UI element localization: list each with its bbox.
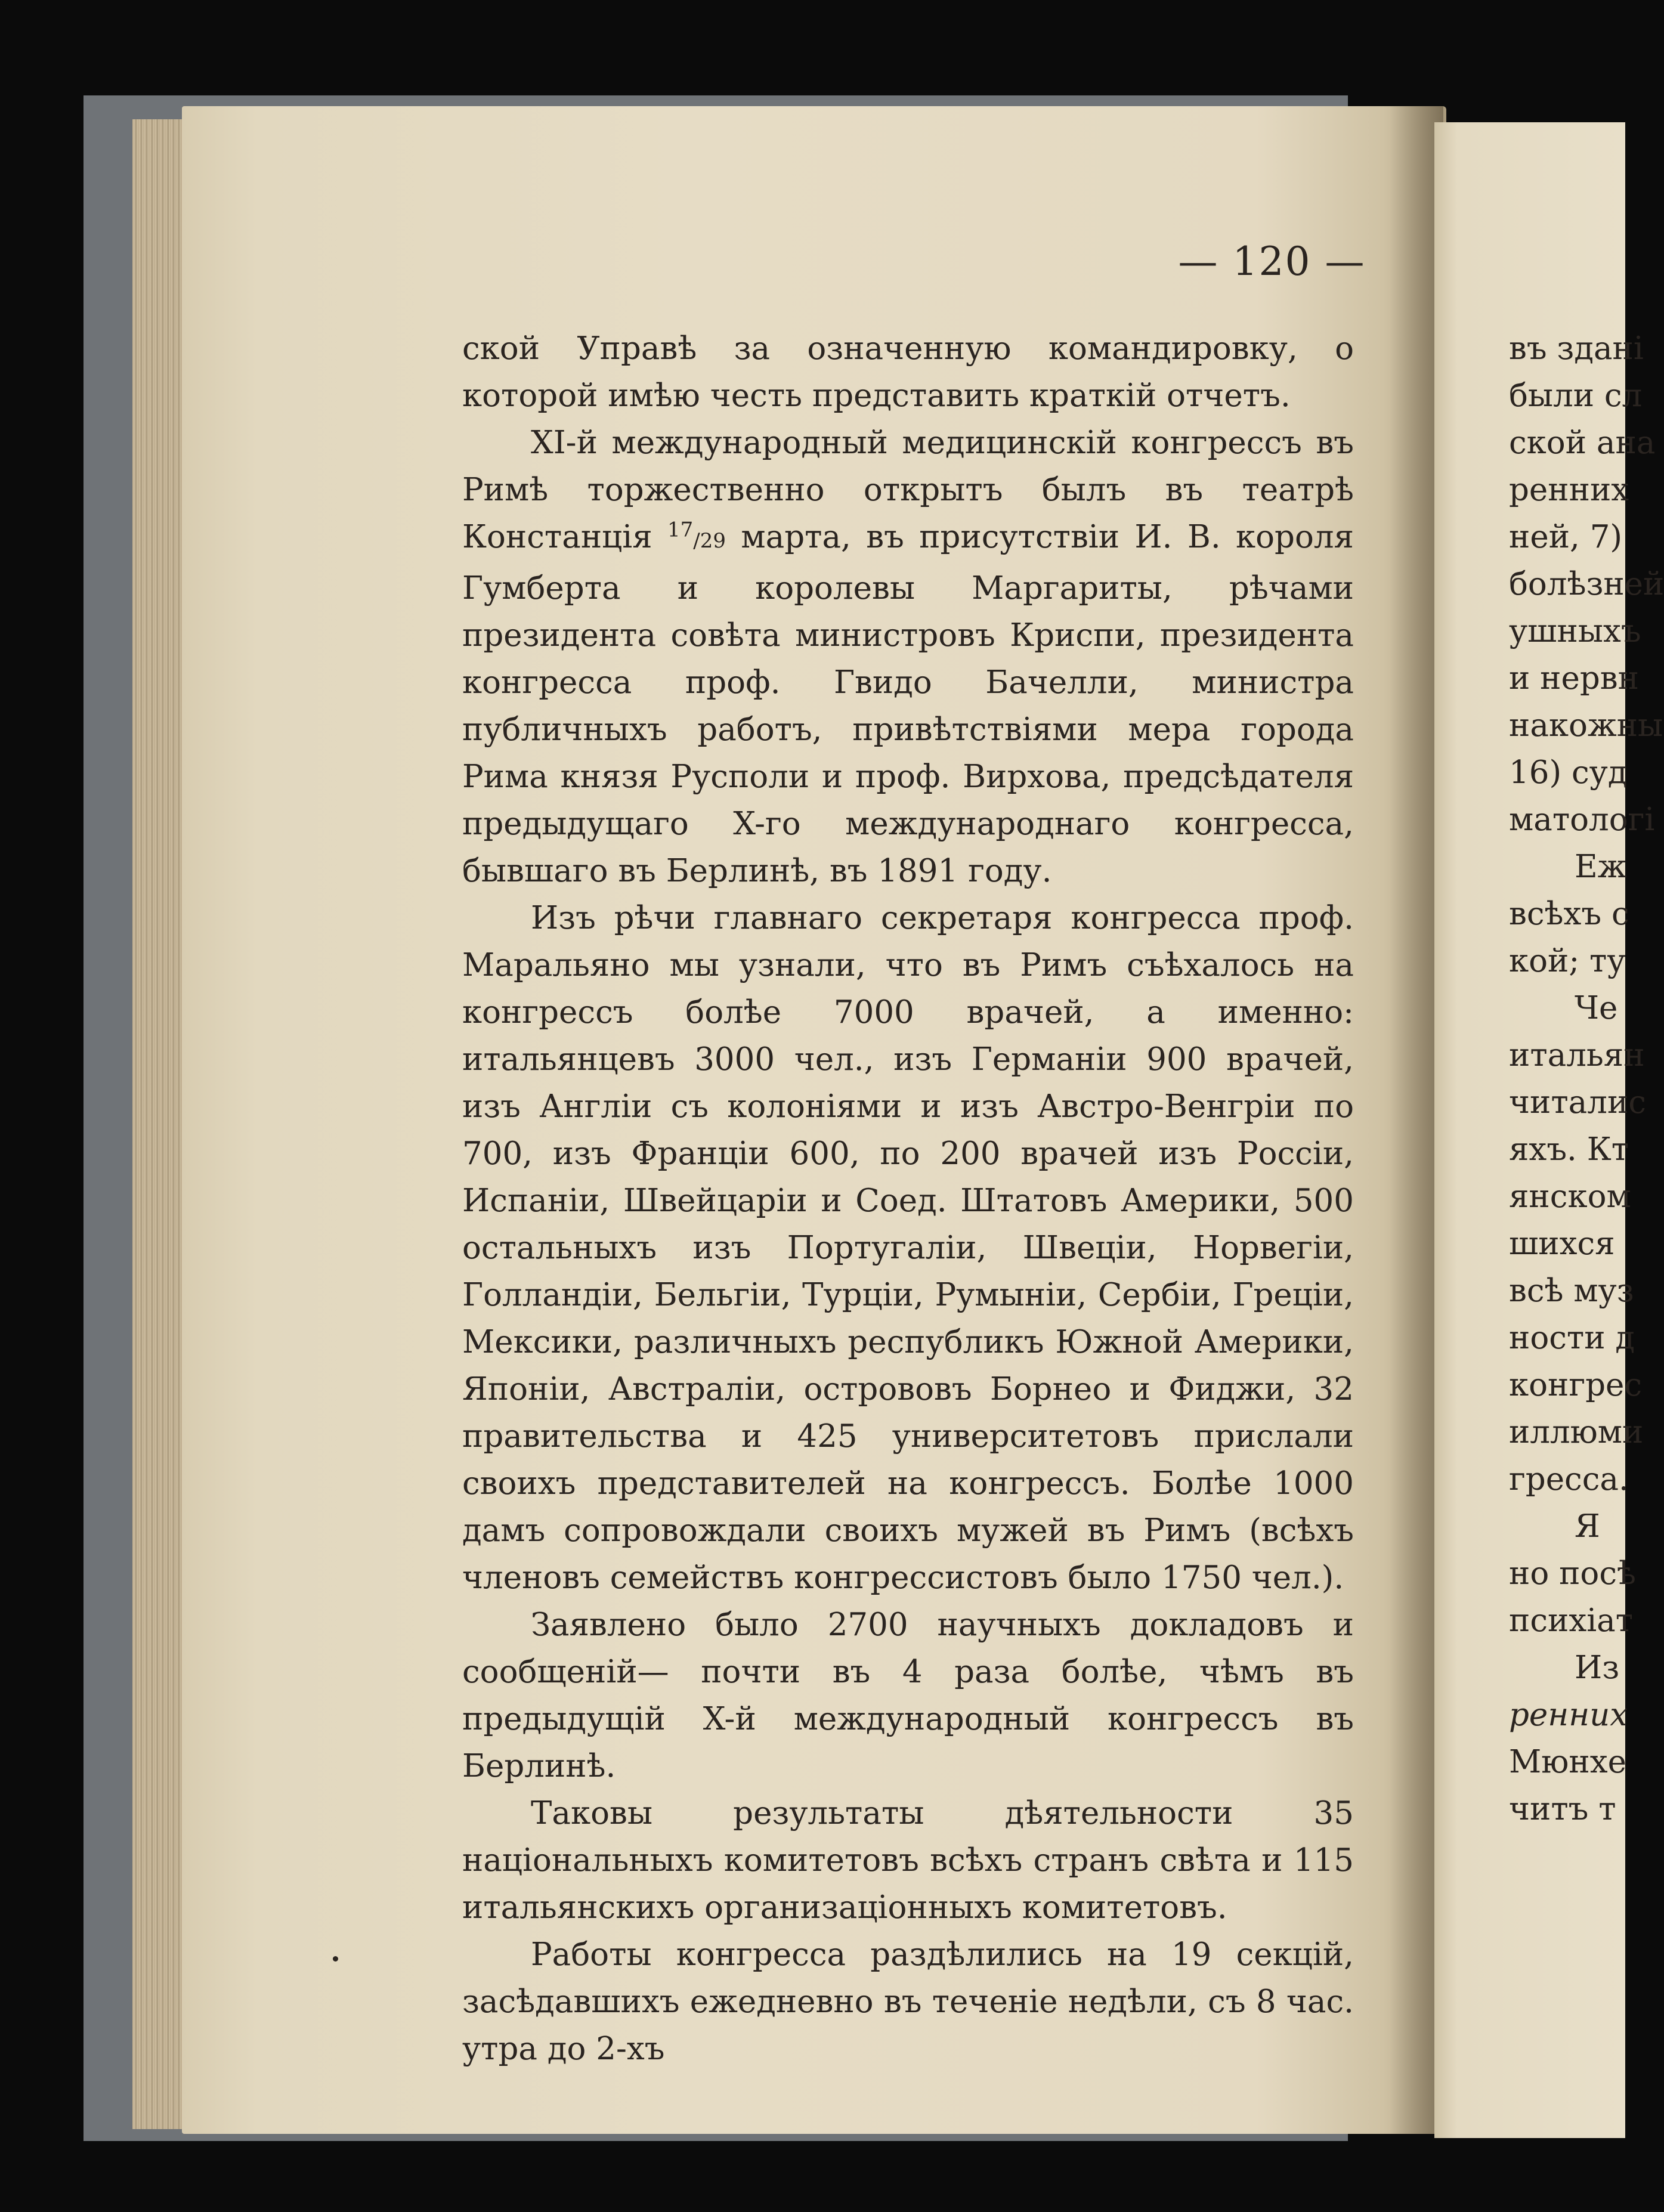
right-line: гресса.: [1509, 1461, 1629, 1498]
right-line: всѣ муз: [1509, 1273, 1634, 1309]
paragraph-4: Заявлено было 2700 научныхъ докладовъ и сообщеній— почти въ 4 раза болѣе, чѣмъ въ предыдущій X-й международный конгрессъ въ Берлинѣ.: [462, 1607, 1354, 1784]
right-line: Еж: [1575, 849, 1627, 885]
right-line: Я: [1575, 1508, 1600, 1545]
right-line: читалис: [1509, 1084, 1646, 1121]
page-number: — 120 —: [1178, 239, 1366, 284]
paragraph-1: ской Управѣ за означенную командировку, о которой имѣю честь представить краткій отчетъ.: [462, 330, 1354, 414]
right-line: итальян: [1509, 1037, 1645, 1073]
right-line: Из: [1575, 1650, 1620, 1686]
paragraph-3: Изъ рѣчи главнаго секретаря конгресса проф. Маральяно мы узнали, что въ Римъ съѣхалось на конгрессъ болѣе 7000 врачей, а именно: итальянцевъ 3000 чел., изъ Германіи 900 врачей, изъ Англіи съ колоніями и изъ Австро-Венгріи по 700, изъ Франціи 600, по 200 врачей изъ Россіи, Испаніи, Швейцаріи и Соед. Штатовъ Америки, 500 остальныхъ изъ Португаліи, Швеціи, Норвегіи, Голландіи, Бельгіи, Турціи, Румыніи, Сербіи, Греціи, Мексики, различныхъ республикъ Южной Америки, Японіи, Австраліи, острововъ Борнео и Фиджи, 32 правительства и 425 университетовъ прислали своихъ представителей на конгрессъ. Болѣе 1000 дамъ сопровождали своихъ мужей въ Римъ (всѣхъ членовъ семействъ конгрессистовъ было 1750 чел.).: [462, 900, 1354, 1596]
paragraph-2: [462, 419, 1354, 895]
paragraph-6: Работы конгресса раздѣлились на 19 секцій, засѣдавшихъ ежедневно въ теченіе недѣли, съ 8 час. утра до 2-хъ: [462, 1936, 1354, 2067]
right-line: ности д: [1509, 1320, 1635, 1356]
right-line: психіат: [1509, 1602, 1634, 1639]
right-line: янском: [1509, 1178, 1631, 1215]
paragraph-2-rest: марта, въ присутствіи И. В. короля Гумберта и королевы Маргариты, рѣчами президента совѣта министровъ Криспи, президента конгресса проф. Гвидо Бачелли, министра публичныхъ работъ, привѣтствіями мера города Рима князя Русполи и проф. Вирхова, предсѣдателя предыдущаго X-го международнаго конгресса, бывшаго въ Берлинѣ, въ 1891 году.: [462, 519, 1354, 889]
right-line: читъ т: [1509, 1791, 1616, 1827]
right-line: ренних: [1509, 472, 1629, 508]
right-line: но посѣ: [1509, 1555, 1636, 1592]
right-line: шихся: [1509, 1226, 1615, 1262]
right-line: были сл: [1509, 378, 1643, 414]
right-line: ской ана: [1509, 425, 1656, 461]
date-fraction: /29: [693, 529, 726, 553]
right-line: матологі: [1509, 802, 1655, 838]
right-line: и нервн: [1509, 660, 1639, 697]
right-line: всѣхъ с: [1509, 896, 1629, 932]
left-page-text: [462, 325, 1354, 2072]
right-line: иллюми: [1509, 1414, 1644, 1450]
right-line: ренних: [1509, 1697, 1628, 1733]
page-edges: [132, 119, 186, 2129]
paper-speck: [333, 1956, 338, 1962]
right-line: ушныхъ: [1509, 613, 1641, 649]
right-line: ней, 7): [1509, 519, 1623, 555]
right-page-text: [1509, 325, 1664, 1833]
right-line: въ здані: [1509, 330, 1644, 367]
right-line: 16) суд: [1509, 754, 1628, 791]
right-line: кой; ту: [1509, 943, 1626, 979]
paragraph-5: Таковы результаты дѣятельности 35 національныхъ комитетовъ всѣхъ странъ свѣта и 115 итальянскихъ организаціонныхъ комитетовъ.: [462, 1795, 1354, 1926]
paragraph-2-start: XI-й международный медицинскій конгрессъ въ Римѣ торжественно открытъ былъ въ театрѣ Констанція: [462, 425, 1354, 555]
right-line: Че: [1575, 990, 1618, 1026]
date-superscript: 17: [667, 518, 694, 542]
right-line: яхъ. Кт: [1509, 1131, 1629, 1168]
right-line: Мюнхе: [1509, 1744, 1626, 1780]
right-line: накожны: [1509, 707, 1663, 744]
right-line: конгрес: [1509, 1367, 1643, 1403]
right-line: болѣзней: [1509, 566, 1664, 602]
